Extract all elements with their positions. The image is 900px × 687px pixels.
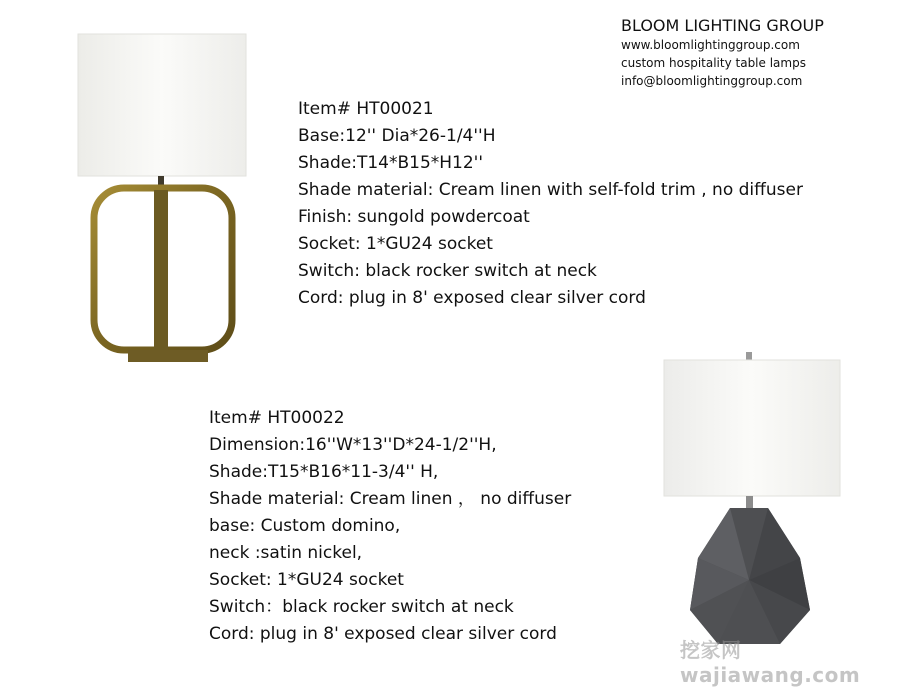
brand-header bbox=[621, 16, 824, 90]
lamp-neck bbox=[746, 496, 753, 508]
watermark: 挖家网 wajiawang.com bbox=[680, 638, 861, 687]
item-ht00021-specs bbox=[298, 96, 803, 312]
spec-base: Base:12'' Dia*26-1/4''H bbox=[298, 126, 496, 146]
spec-socket: Socket: 1*GU24 socket bbox=[298, 234, 493, 254]
brand-tagline: custom hospitality table lamps bbox=[621, 56, 806, 70]
lamp-ht00022-image bbox=[650, 348, 855, 648]
spec-shade-material: Shade material: Cream linen ， no diffuser bbox=[209, 489, 572, 509]
finial bbox=[746, 352, 752, 360]
spec-item-number: Item# HT00021 bbox=[298, 99, 434, 119]
spec-cord: Cord: plug in 8' exposed clear silver cord bbox=[209, 624, 557, 644]
spec-shade: Shade:T15*B16*11-3/4'' H, bbox=[209, 462, 439, 482]
lamp-center-bar bbox=[154, 190, 168, 352]
spec-dimension: Dimension:16''W*13''D*24-1/2''H, bbox=[209, 435, 497, 455]
lamp-shade bbox=[78, 34, 246, 176]
spec-socket: Socket: 1*GU24 socket bbox=[209, 570, 404, 590]
spec-base: base: Custom domino, bbox=[209, 516, 401, 536]
brand-name: BLOOM LIGHTING GROUP bbox=[621, 16, 824, 35]
spec-switch: Switch：black rocker switch at neck bbox=[209, 597, 514, 617]
brand-email: info@bloomlightinggroup.com bbox=[621, 74, 803, 88]
brand-website: www.bloomlightinggroup.com bbox=[621, 38, 800, 52]
lamp-base-plate bbox=[128, 350, 208, 362]
spec-neck: neck :satin nickel, bbox=[209, 543, 363, 563]
spec-cord: Cord: plug in 8' exposed clear silver cord bbox=[298, 288, 646, 308]
spec-shade: Shade:T14*B15*H12'' bbox=[298, 153, 484, 173]
item-ht00022-specs bbox=[209, 405, 571, 648]
spec-item-number: Item# HT00022 bbox=[209, 408, 345, 428]
spec-switch: Switch: black rocker switch at neck bbox=[298, 261, 597, 281]
spec-shade-material: Shade material: Cream linen with self-fold trim , no diffuser bbox=[298, 180, 803, 200]
spec-finish: Finish: sungold powdercoat bbox=[298, 207, 530, 227]
lamp-shade bbox=[664, 360, 840, 496]
lamp-ht00021-image bbox=[66, 28, 256, 368]
